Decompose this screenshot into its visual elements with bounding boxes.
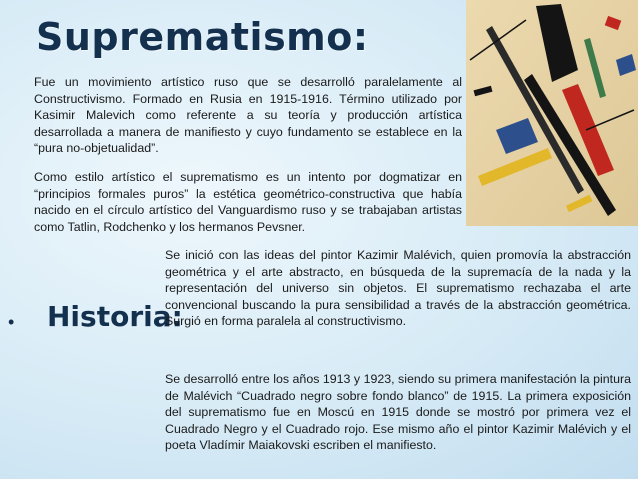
intro-paragraph-2: Como estilo artístico el suprematismo es un intento por dogmatizar en “principios formales puros” la estética geométrico-constructiva que había nacido en el círculo artístico del Vanguardismo ruso y se trabajaban artistas como Tatlin, Rodchenko y los hermanos Pevsner.	[34, 170, 462, 234]
bullet-icon: •	[8, 312, 15, 332]
historia-paragraph-1: Se inició con las ideas del pintor Kazimir Malévich, quien promovía la abstracción geométrica y el arte abstracto, en búsqueda de la supremacía de la nada y la representación del universo sin objetos. El suprematismo rechazaba el arte convencional buscando la pura sensibilidad a través de la abstracción geométrica. Surgió en forma paralela al constructivismo.	[165, 248, 631, 328]
page-title: Suprematismo:	[36, 15, 369, 59]
historia-heading: Historia:	[47, 300, 183, 333]
historia-paragraph-2: Se desarrolló entre los años 1913 y 1923, siendo su primera manifestación la pintura de Malévich “Cuadrado negro sobre fondo blanco” de 1915. La primera exposición del suprematismo fue en Moscú en 1915 donde se mostró por primera vez el Cuadrado Negro y el Cuadrado rojo. Ese mismo año el pintor Kazimir Malévich y el poeta Vladímir Maiakovski escriben el manifiesto.	[165, 372, 631, 452]
suprematist-painting-image	[466, 0, 638, 226]
intro-paragraph-1: Fue un movimiento artístico ruso que se desarrolló paralelamente al Constructivismo. Formado en Rusia en 1915-1916. Término utilizado por Kasimir Malevich como referente a su teoría y producción artística desarrollada a manera de manifiesto y cuyo fundamento se establece en la “pura no-objetualidad”.	[34, 75, 462, 155]
